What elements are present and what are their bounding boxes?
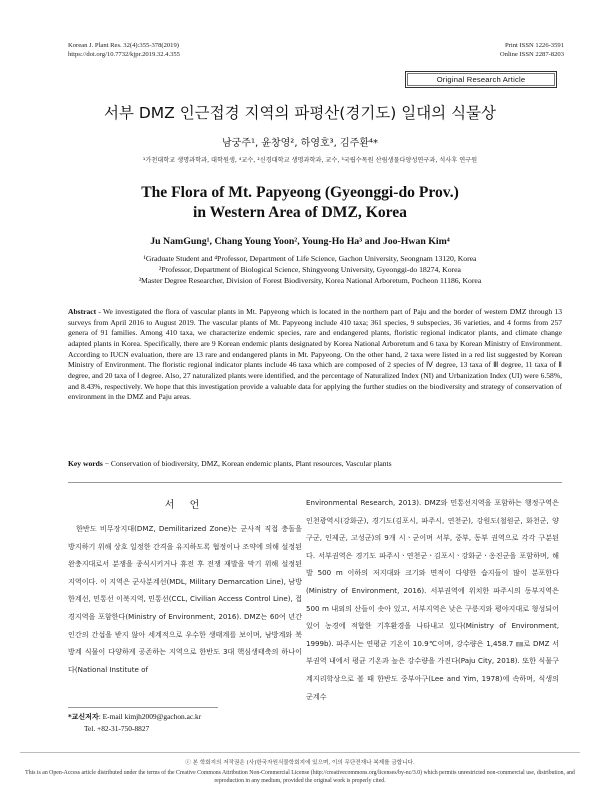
print-issn: Print ISSN 1226-3591 [505,42,564,49]
copyright-notice: ⓒ 본 학회지의 저작권은 (사)한국자원식물학회지에 있으며, 이의 무단전재나 복제를 금합니다. [185,760,415,766]
open-access-license: This is an Open-Access article distributed under the terms of the Creative Commons Attribution Non-Commercial License (http://creativecommons.org/licenses/by-nc/3.0) which permits unrestricted non-commercial use, distribution, and reproduction in any medium, provided the original work is properly cited. [25,770,575,784]
issn-header [500,41,564,59]
keywords [68,459,562,468]
keywords-label: Key words [68,459,103,468]
title-korean: 서부 DMZ 인근접경 지역의 파평산(경기도) 일대의 식물상 [103,104,497,122]
left-column-text: 한반도 비무장지대(DMZ, Demilitarized Zone)는 군사적 직접 충돌을 방지하기 위해 상호 일정한 간격을 유지하도록 협정이나 조약에 의해 설정된 완충지대로서 분쟁을 종식시키거나 휴전 후 전쟁 재발을 막기 위해 설정된 지역이다. 이 지역은 군사분계선(MDL, Military Demarcation Line), 남방한계선, 민통선 이북지역, 민통선(CCL, Civilian Access Control Line), 접경지역을 포함한다(Ministry of Environment, 2016). DMZ는 60여 년간 인간의 간섭을 받지 않아 세계적으로 우수한 생태계를 보이며, 남방계와 북방계 식물이 다양하게 공존하는 지역으로 한반도 3대 핵심생태축의 하나이다(National Institute of [68,524,302,674]
footnote-label: *교신저자 [68,713,99,721]
footnote-tel: Tel. +82-31-750-8827 [84,724,150,733]
corresponding-author-footnote [68,711,302,734]
authors-english: Ju NamGung¹, Chang Young Yoon², Young-Ho Ha³ and Joo-Hwan Kim⁴ [150,236,450,247]
abstract-text: - We investigated the flora of vascular plants in Mt. Papyeong which is located in the northern part of Paju and the border of western DMZ through 13 surveys from April 2016 to August 2019. The vascular plants of Mt. Papyeong include 410 taxa; 361 species, 9 subspecies, 36 varieties, and 4 forms from 257 genera of 91 families. Among 410 taxa, we characterize endemic species, rare and endangered plants, floristic regional indicator plants, and climate change adapted plants in Korea. Specifically, there are 9 Korean endemic plants designated by Korea National Arboretum and 6 taxa by Korean Ministry of Environment. According to IUCN evaluation, there are 13 rare and endangered plants in Mt. Papyeong. On the other hand, 2 taxa were listed in a red list suggested by Korean Ministry of Environment. The floristic regional indicator plants include 46 taxa which are composed of 2 species of Ⅳ degree, 13 taxa of Ⅲ degree, 11 taxa of Ⅱ degree, and 20 taxa of Ⅰ degree. Also, 27 naturalized plants were identified, and the percentage of Naturalized Index (NI) and Urbanization Index (UI) were 6.58%, and 8.43%, respectively. We hope that this investigation provide a valuable data for applying the further studies on the biodiversity and strategy of conservation of environment in the DMZ and Paju areas. [68,307,562,402]
affiliation-1: ¹Graduate Student and ⁴Professor, Department of Life Science, Gachon University, Seongnam 13120, Korea [143,254,477,263]
affiliation-2: ²Professor, Department of Biological Science, Shingyeong University, Gyeonggi-do 18274, Korea [159,265,461,274]
footnote-email: : E-mail kimjh2009@gachon.ac.kr [98,712,202,721]
online-issn: Online ISSN 2287-8203 [499,51,564,58]
affiliations-korean: ¹가천대학교 생명과학과, 대학원생, ⁴교수, ²신경대학교 생명과학과, 교수, ³국립수목원 산림생물다양성연구과, 석사후 연구원 [142,157,478,164]
divider [68,482,562,483]
journal-citation: Korean J. Plant Res. 32(4):355-378(2019) [68,42,179,49]
article-type-badge [405,71,557,88]
right-column [306,494,559,705]
left-column [68,496,302,678]
keywords-text: − Conservation of biodiversity, DMZ, Korean endemic plants, Plant resources, Vascular plants [102,459,392,468]
authors-korean: 남궁주¹, 윤창영², 하영호³, 김주환⁴* [221,138,379,149]
title-english-line-1: The Flora of Mt. Papyeong (Gyeonggi-do Prov.) [141,184,459,201]
article-type-label: Original Research Article [436,75,526,84]
affiliations-english [30,253,590,286]
footer-rule [20,752,580,753]
right-column-text: Environmental Research, 2013). DMZ와 민통선지역을 포함하는 행정구역은 인천광역시(강화군), 경기도(김포시, 파주시, 연천군), 강원도(철원군, 화천군, 양구군, 인제군, 고성군)의 9개 시ㆍ군이며 서부, 중부, 동부 권역으로 각각 구분된다. 서부권역은 경기도 파주시ㆍ연천군ㆍ김포시ㆍ강화군ㆍ옹진군을 포함하며, 해발 500 m 이하의 저지대와 크기와 면적이 다양한 습지들이 많이 분포한다(Ministry of Environment, 2016). 서부권역에 위치한 파주시의 동부지역은 500 m 내외의 산들이 솟아 있고, 서부지역은 낮은 구릉지와 평야지대로 형성되어있어 농경에 적합한 기후환경을 나타내고 있다(Ministry of Environment, 1999b). 파주시는 연평균 기온이 10.9℃이며, 강수량은 1,458.7 ㎜로 DMZ 서부권역 내에서 평균 기온과 높은 강수량을 가진다(Paju City, 2018). 또한 식물구계지리학상으로 볼 때 한반도 중부아구(Lee and Yim, 1978)에 속하며, 식생의 군계수 [306,498,559,701]
journal-header [68,41,180,59]
footnote-rule [68,707,218,708]
title-english [0,183,600,223]
abstract [68,307,562,403]
doi-link[interactable]: https://doi.org/10.7732/kjpr.2019.32.4.355 [68,51,180,58]
section-title: 서 언 [164,500,206,511]
title-english-line-2: in Western Area of DMZ, Korea [193,204,407,221]
abstract-label: Abstract [68,307,97,316]
affiliation-3: ³Master Degree Researcher, Division of Forest Biodiversity, Korea National Arboretum, Pocheon 11186, Korea [138,276,482,285]
